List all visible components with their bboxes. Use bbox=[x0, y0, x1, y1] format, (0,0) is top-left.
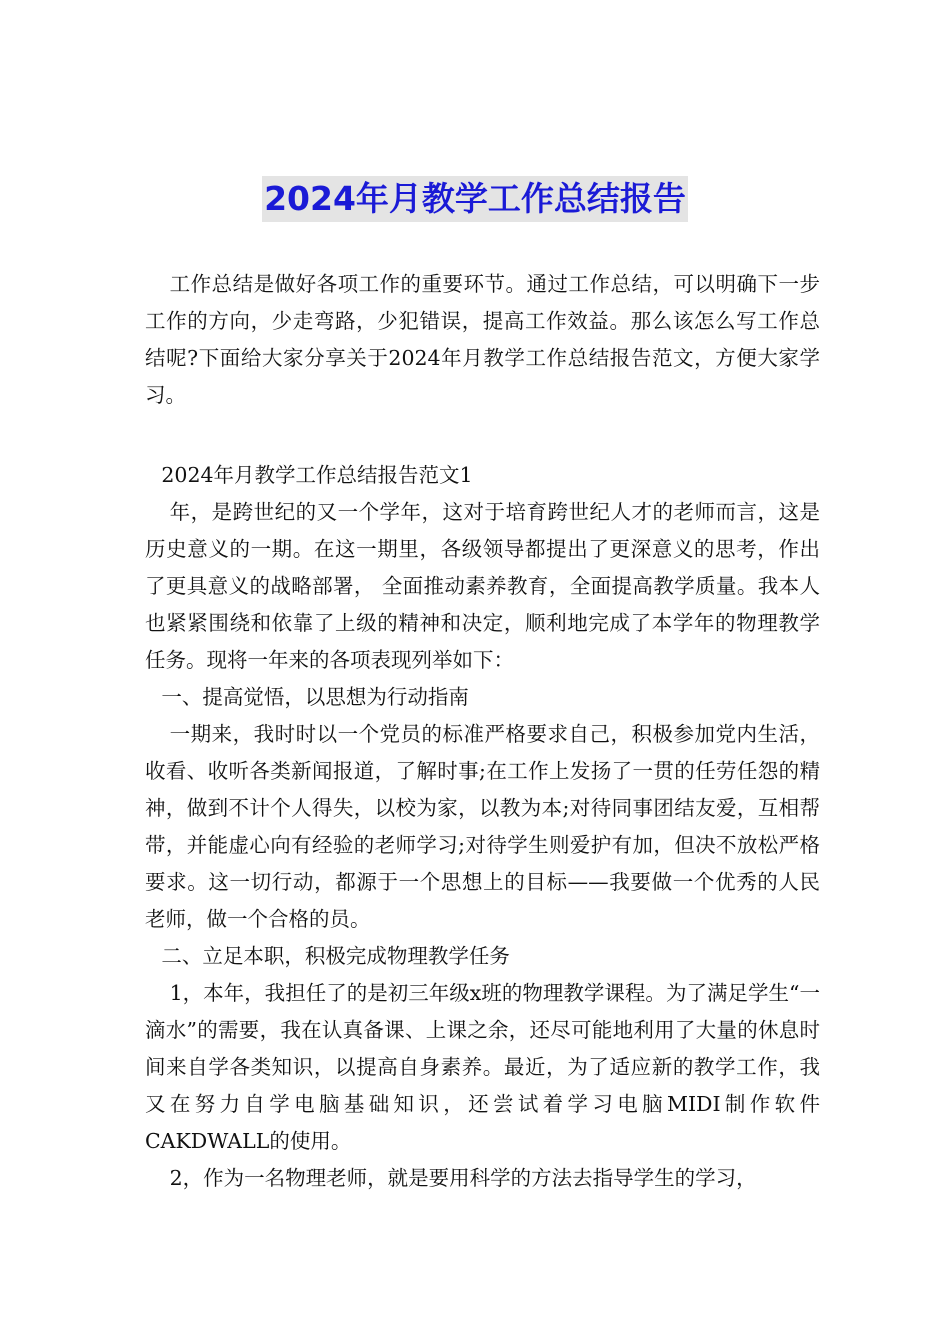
section-title: 2024年月教学工作总结报告范文1 bbox=[161, 463, 473, 487]
document-title: 2024年月教学工作总结报告 bbox=[262, 176, 688, 222]
paragraph-2: 一期来，我时时以一个党员的标准严格要求自己，积极参加党内生活，收看、收听各类新闻报道，了解时事;在工作上发扬了一贯的任劳任怨的精神，做到不计个人得失，以校为家，以教为本;对待同事团结友爱，互相帮带，并能虚心向有经验的老师学习;对待学生则爱护有加，但决不放松严格要求。这一切行动，都源于一个思想上的目标——我要做一个优秀的人民老师，做一个合格的员。 bbox=[145, 722, 820, 931]
intro-paragraph: 工作总结是做好各项工作的重要环节。通过工作总结，可以明确下一步工作的方向，少走弯路，少犯错误，提高工作效益。那么该怎么写工作总结呢?下面给大家分享关于2024年月教学工作总结报告范文，方便大家学习。 bbox=[145, 272, 820, 407]
paragraph-4: 2，作为一名物理老师，就是要用科学的方法去指导学生的学习， bbox=[169, 1166, 757, 1190]
heading-2: 二、立足本职，积极完成物理教学任务 bbox=[161, 944, 510, 968]
title-wrap bbox=[0, 176, 950, 222]
document-body bbox=[145, 266, 820, 1197]
heading-1: 一、提高觉悟，以思想为行动指南 bbox=[161, 685, 469, 709]
spacer bbox=[145, 414, 820, 457]
paragraph-1: 年，是跨世纪的又一个学年，这对于培育跨世纪人才的老师而言，这是历史意义的一期。在这一期里，各级领导都提出了更深意义的思考，作出了更具意义的战略部署， 全面推动素养教育，全面提高教学质量。我本人也紧紧围绕和依靠了上级的精神和决定，顺利地完成了本学年的物理教学任务。现将一年来的各项表现列举如下： bbox=[145, 500, 820, 672]
paragraph-3: 1，本年，我担任了的是初三年级x班的物理教学课程。为了满足学生“一滴水”的需要，我在认真备课、上课之余，还尽可能地利用了大量的休息时间来自学各类知识，以提高自身素养。最近，为了适应新的教学工作，我又在努力自学电脑基础知识，还尝试着学习电脑MIDI制作软件CAKDWALL的使用。 bbox=[145, 981, 820, 1153]
